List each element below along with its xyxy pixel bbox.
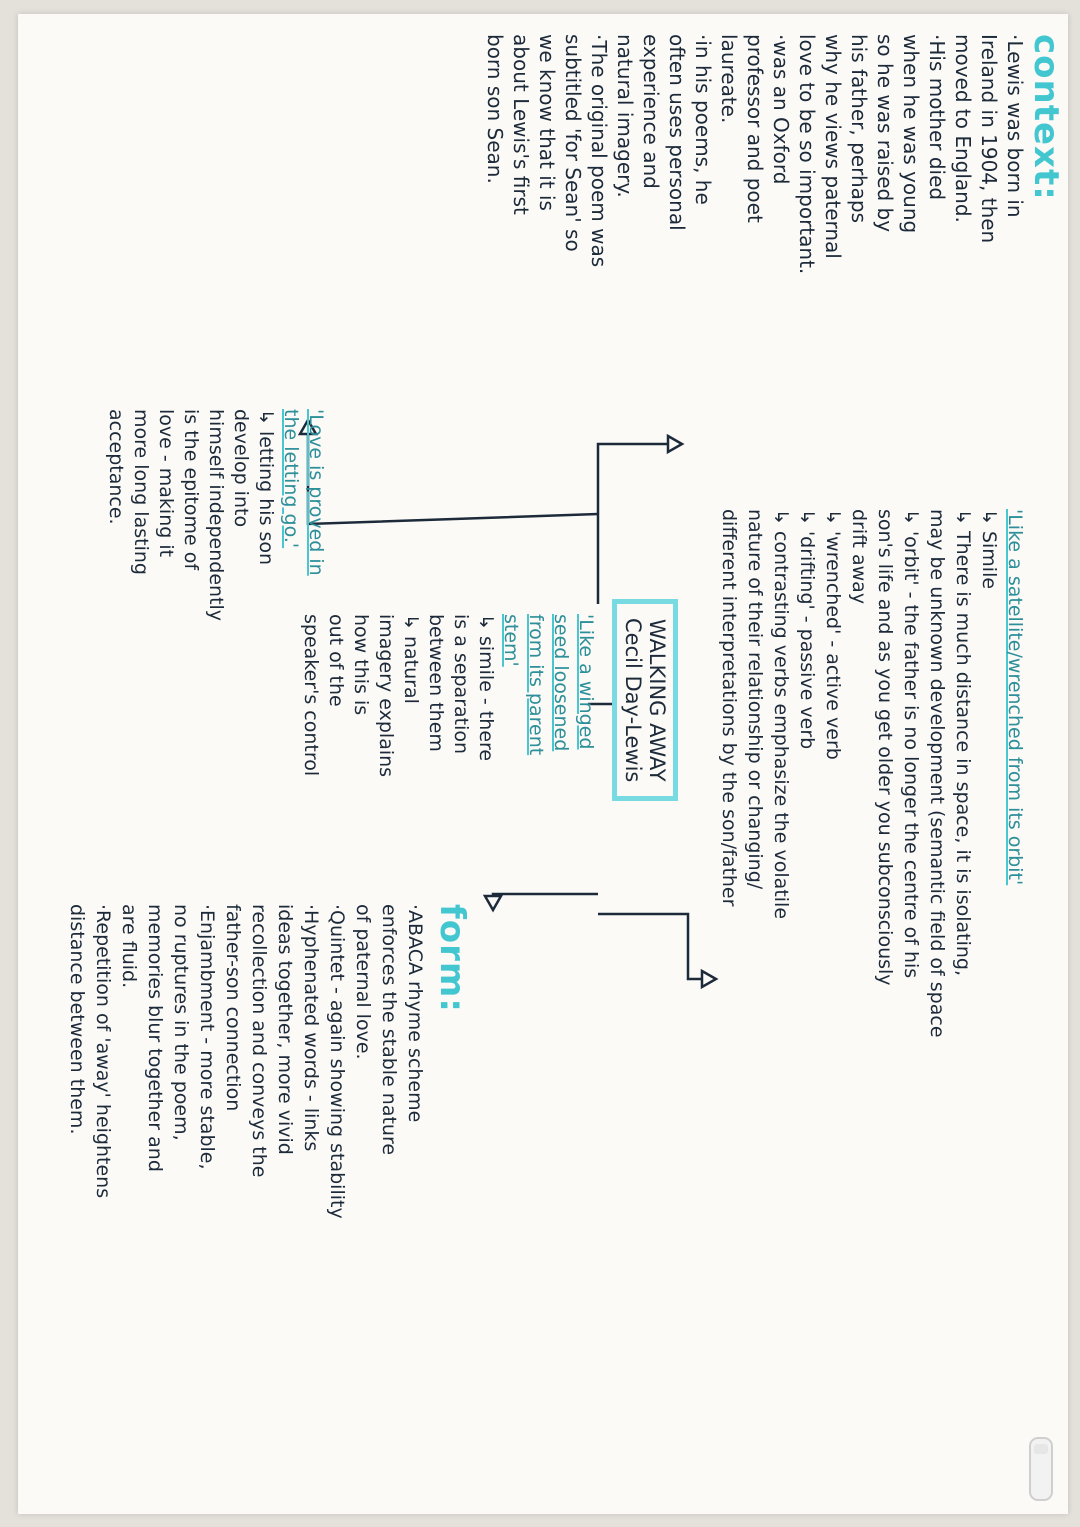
form-line: ·Enjambment - more stable, [196, 904, 218, 1170]
love-note-line: acceptance. [105, 409, 127, 525]
center-quote-line: from its parent [525, 614, 547, 756]
poem-title-box [612, 599, 678, 801]
marker-cap-icon [1022, 1434, 1060, 1504]
love-note-line: develop into [230, 409, 252, 528]
context-heading: context: [1026, 34, 1066, 201]
arrow-head-form [485, 896, 501, 910]
context-line: natural imagery. [613, 34, 637, 198]
top-note-line: nature of their relationship or changing/ [744, 509, 766, 890]
arrow-to-context [598, 444, 673, 604]
context-line: Ireland in 1904, then [977, 34, 1001, 244]
context-line: when he was young [899, 34, 923, 234]
arrow-to-top-quote [598, 914, 708, 979]
top-note-line: ↳ contrasting verbs emphasize the volatile [770, 509, 792, 920]
context-line: laureate. [717, 34, 741, 124]
center-note-line: is a separation [450, 614, 472, 755]
top-note-line: may be unknown development (semantic field of space [926, 509, 948, 1038]
top-note-line: son's life and as you get older you subconsciously [874, 509, 896, 986]
top-note-line: ↳ 'drifting' - passive verb [796, 509, 818, 750]
center-note-line: imagery explains [375, 614, 397, 778]
context-line: we know that it is [535, 34, 559, 211]
form-line: enforces the stable nature [378, 904, 400, 1156]
form-line: no ruptures in the poem, [170, 904, 192, 1141]
context-line: ·Lewis was born in [1003, 34, 1027, 218]
love-quote-line: the letting go.' [280, 409, 302, 549]
center-note-line: ↳ natural [400, 614, 422, 704]
form-line: recollection and conveys the [248, 904, 270, 1178]
context-line: ·His mother died [925, 34, 949, 201]
rotated-notes-canvas [18, 14, 1068, 1514]
center-quote-notes [298, 614, 598, 777]
top-note-line: drift away [848, 509, 870, 605]
form-line: are fluid. [118, 904, 140, 989]
center-quote-line: 'Like a winged [575, 614, 597, 750]
context-line: his father, perhaps [847, 34, 871, 223]
form-line: distance between them. [66, 904, 88, 1135]
form-line: ·Quintet - again showing stability [326, 904, 348, 1219]
form-line: ·Repetition of 'away' heightens [92, 904, 114, 1199]
arrow-head-context [668, 436, 682, 452]
center-note-line: speaker's control [300, 614, 322, 777]
love-quote-line: 'Love is proved in [305, 409, 327, 576]
arrow-to-form [493, 894, 598, 904]
center-quote-line: stem' [500, 614, 522, 667]
top-note-line: different interpretations by the son/father [718, 509, 740, 907]
top-note-line: ↳ There is much distance in space, it is isolating, [952, 509, 974, 977]
love-note-line: is the epitome of [180, 409, 202, 571]
form-line: ·Hyphenated words - links [300, 904, 322, 1152]
context-notes [482, 34, 1028, 414]
form-notes [64, 904, 428, 1219]
top-note-line: ↳ 'orbit' - the father is no longer the centre of his [900, 509, 922, 979]
context-line: subtitled 'for Sean' so [561, 34, 585, 252]
center-note-line: ↳ simile - there [475, 614, 497, 762]
top-quote: 'Like a satellite/wrenched from its orbit' [1004, 509, 1026, 886]
love-note-line: ↳ letting his son [255, 409, 277, 566]
love-note-line: love - making it [155, 409, 177, 558]
love-note [103, 409, 328, 621]
context-line: born son Sean. [483, 34, 507, 184]
center-note-line: out of the [325, 614, 347, 707]
form-line: memories blur together and [144, 904, 166, 1172]
form-heading: form: [432, 904, 472, 1013]
context-line: so he was raised by [873, 34, 897, 233]
top-note-line: ↳ 'wrenched' - active verb [822, 509, 844, 760]
context-line: ·The original poem was [587, 34, 611, 268]
form-line: ·ABACA rhyme scheme [404, 904, 426, 1123]
top-note-line: ↳ Simile [978, 509, 1000, 590]
context-line: ·in his poems, he [691, 34, 715, 205]
arrow-head-top [702, 971, 716, 987]
top-quote-notes [716, 509, 1028, 1038]
form-line: father-son connection [222, 904, 244, 1112]
poem-title: WALKING AWAY [645, 618, 669, 782]
form-line: ideas together, more vivid [274, 904, 296, 1155]
context-line: ·was an Oxford [769, 34, 793, 185]
center-quote-line: seed loosened [550, 614, 572, 752]
love-note-line: himself independently [205, 409, 227, 622]
context-line: often uses personal [665, 34, 689, 231]
context-line: why he views paternal [821, 34, 845, 259]
context-line: experience and [639, 34, 663, 189]
poem-author: Cecil Day-Lewis [621, 618, 645, 783]
love-note-line: more long lasting [130, 409, 152, 575]
arrow-to-love-note [308, 429, 598, 524]
context-line: professor and poet [743, 34, 767, 223]
notebook-page [18, 14, 1068, 1514]
form-line: of paternal love. [352, 904, 374, 1060]
context-line: moved to England. [951, 34, 975, 223]
center-note-line: between them [425, 614, 447, 752]
center-note-line: how this is [350, 614, 372, 716]
context-line: about Lewis's first [509, 34, 533, 215]
context-line: love to be so important. [795, 34, 819, 275]
